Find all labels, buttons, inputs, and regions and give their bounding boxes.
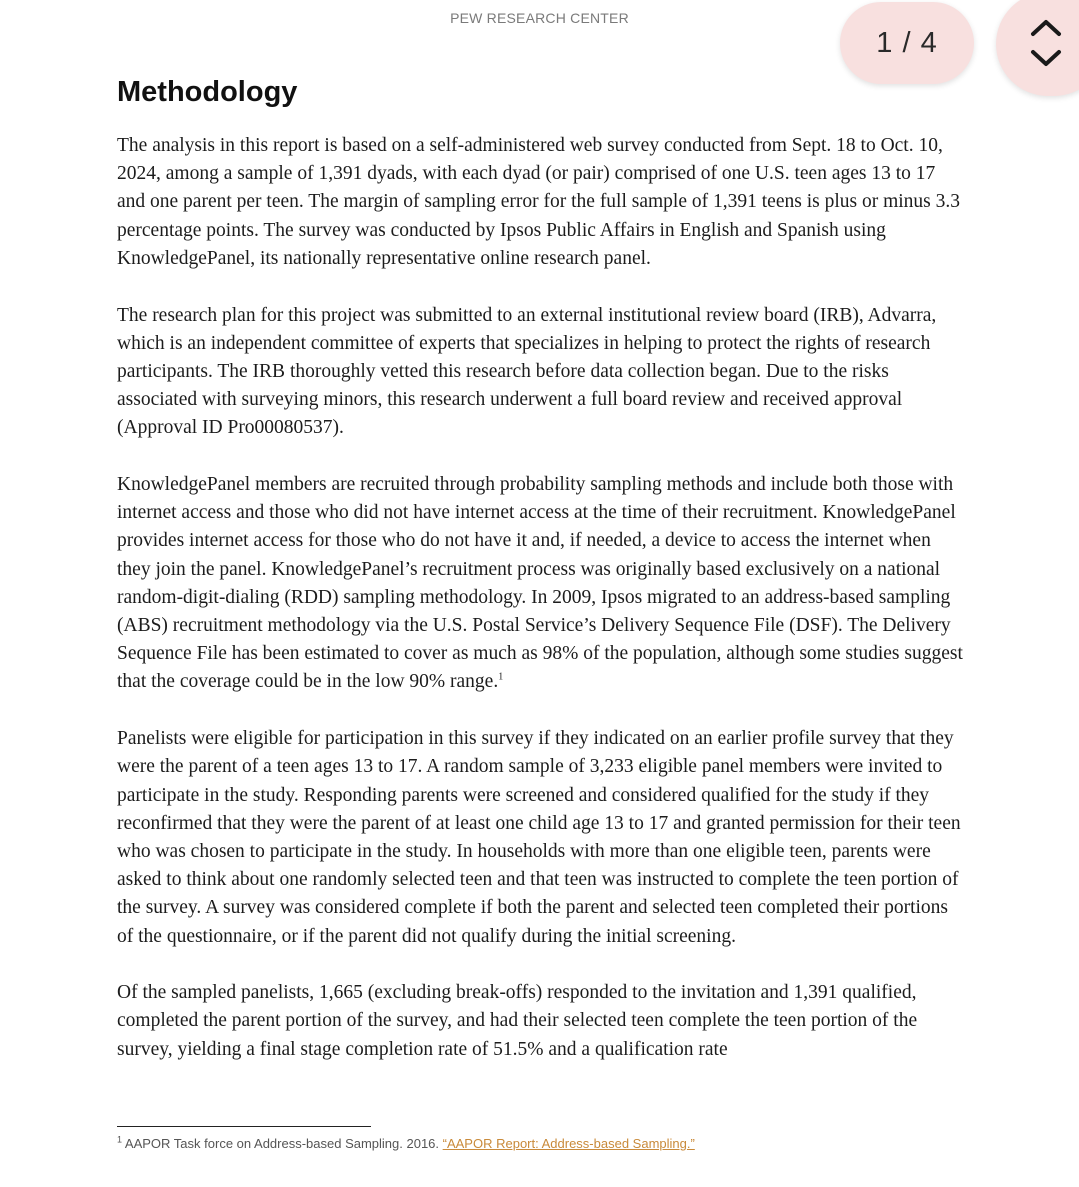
chevron-up-icon <box>1024 12 1068 42</box>
paragraph-survey-overview: The analysis in this report is based on a self-administered web survey conducted from Sept. 18 to Oct. 10, 2024, among a sample of 1,391 dyads, with each dyad (or pair) comprised of one U.S. teen ages 13 to 17 and one parent per teen. The margin of sampling error for the full sample of 1,391 teens is plus or minus 3.3 percentage points. The survey was conducted by Ipsos Public Affairs in English and Spanish using KnowledgePanel, its nationally representative online research panel. <box>117 135 960 269</box>
page-navigation <box>996 0 1079 96</box>
paragraph-completion-rate: Of the sampled panelists, 1,665 (excluding break-offs) responded to the invitation and 1,391 qualified, completed the parent portion of the survey, and had their selected teen complete the teen portion of the survey, yielding a final stage completion rate of 51.5% and a qualification rate <box>117 982 918 1060</box>
footnote-text: AAPOR Task force on Address-based Sampling. 2016. <box>124 1136 443 1151</box>
paragraph-knowledgepanel <box>117 471 967 697</box>
footnote-link[interactable]: “AAPOR Report: Address-based Sampling.” <box>442 1136 695 1151</box>
running-header: PEW RESEARCH CENTER <box>450 10 629 26</box>
chevron-down-icon <box>1024 44 1068 74</box>
paragraph-irb-review: The research plan for this project was submitted to an external institutional review board (IRB), Advarra, which is an independent committee of experts that specializes in helping to protect the rights of research participants. The IRB thoroughly vetted this research before data collection began. Due to the risks associated with surveying minors, this research underwent a full board review and received approval (Approval ID Pro00080537). <box>117 304 937 439</box>
footnote <box>117 1136 695 1151</box>
footnote-reference[interactable]: 1 <box>498 671 504 683</box>
paragraph-eligibility: Panelists were eligible for participation in this survey if they indicated on an earlier profile survey that they were the parent of a teen ages 13 to 17. A random sample of 3,233 eligible panel members were invited to participate in the study. Responding parents were screened and considered qualified for the study if they reconfirmed that they were the parent of at least one child age 13 to 17 and granted permission for their teen who was chosen to participate in the study. In households with more than one eligible teen, parents were asked to think about one randomly selected teen and that teen was instructed to complete the teen portion of the survey. A survey was considered complete if both the parent and selected teen completed their portions of the questionnaire, or if the parent did not qualify during the initial screening. <box>117 728 961 947</box>
document-body <box>117 74 967 1092</box>
previous-page-button[interactable] <box>1024 12 1068 42</box>
page-indicator <box>840 2 974 84</box>
next-page-button[interactable] <box>1024 44 1068 74</box>
paragraph-knowledgepanel-text: KnowledgePanel members are recruited through probability sampling methods and include both those with internet access and those who did not have internet access at the time of their recruitment. KnowledgePanel provides internet access for those who do not have it and, if needed, a device to access the internet when they join the panel. KnowledgePanel’s recruitment process was originally based exclusively on a national random-digit-dialing (RDD) sampling methodology. In 2009, Ipsos migrated to an address-based sampling (ABS) recruitment methodology via the U.S. Postal Service’s Delivery Sequence File (DSF). The Delivery Sequence File has been estimated to cover as much as 98% of the population, although some studies suggest that the coverage could be in the low 90% range. <box>117 474 963 693</box>
footnote-divider <box>117 1126 371 1127</box>
page-title: Methodology <box>117 76 298 108</box>
footnote-number: 1 <box>117 1134 123 1145</box>
page-indicator-text: 1 / 4 <box>876 26 938 59</box>
